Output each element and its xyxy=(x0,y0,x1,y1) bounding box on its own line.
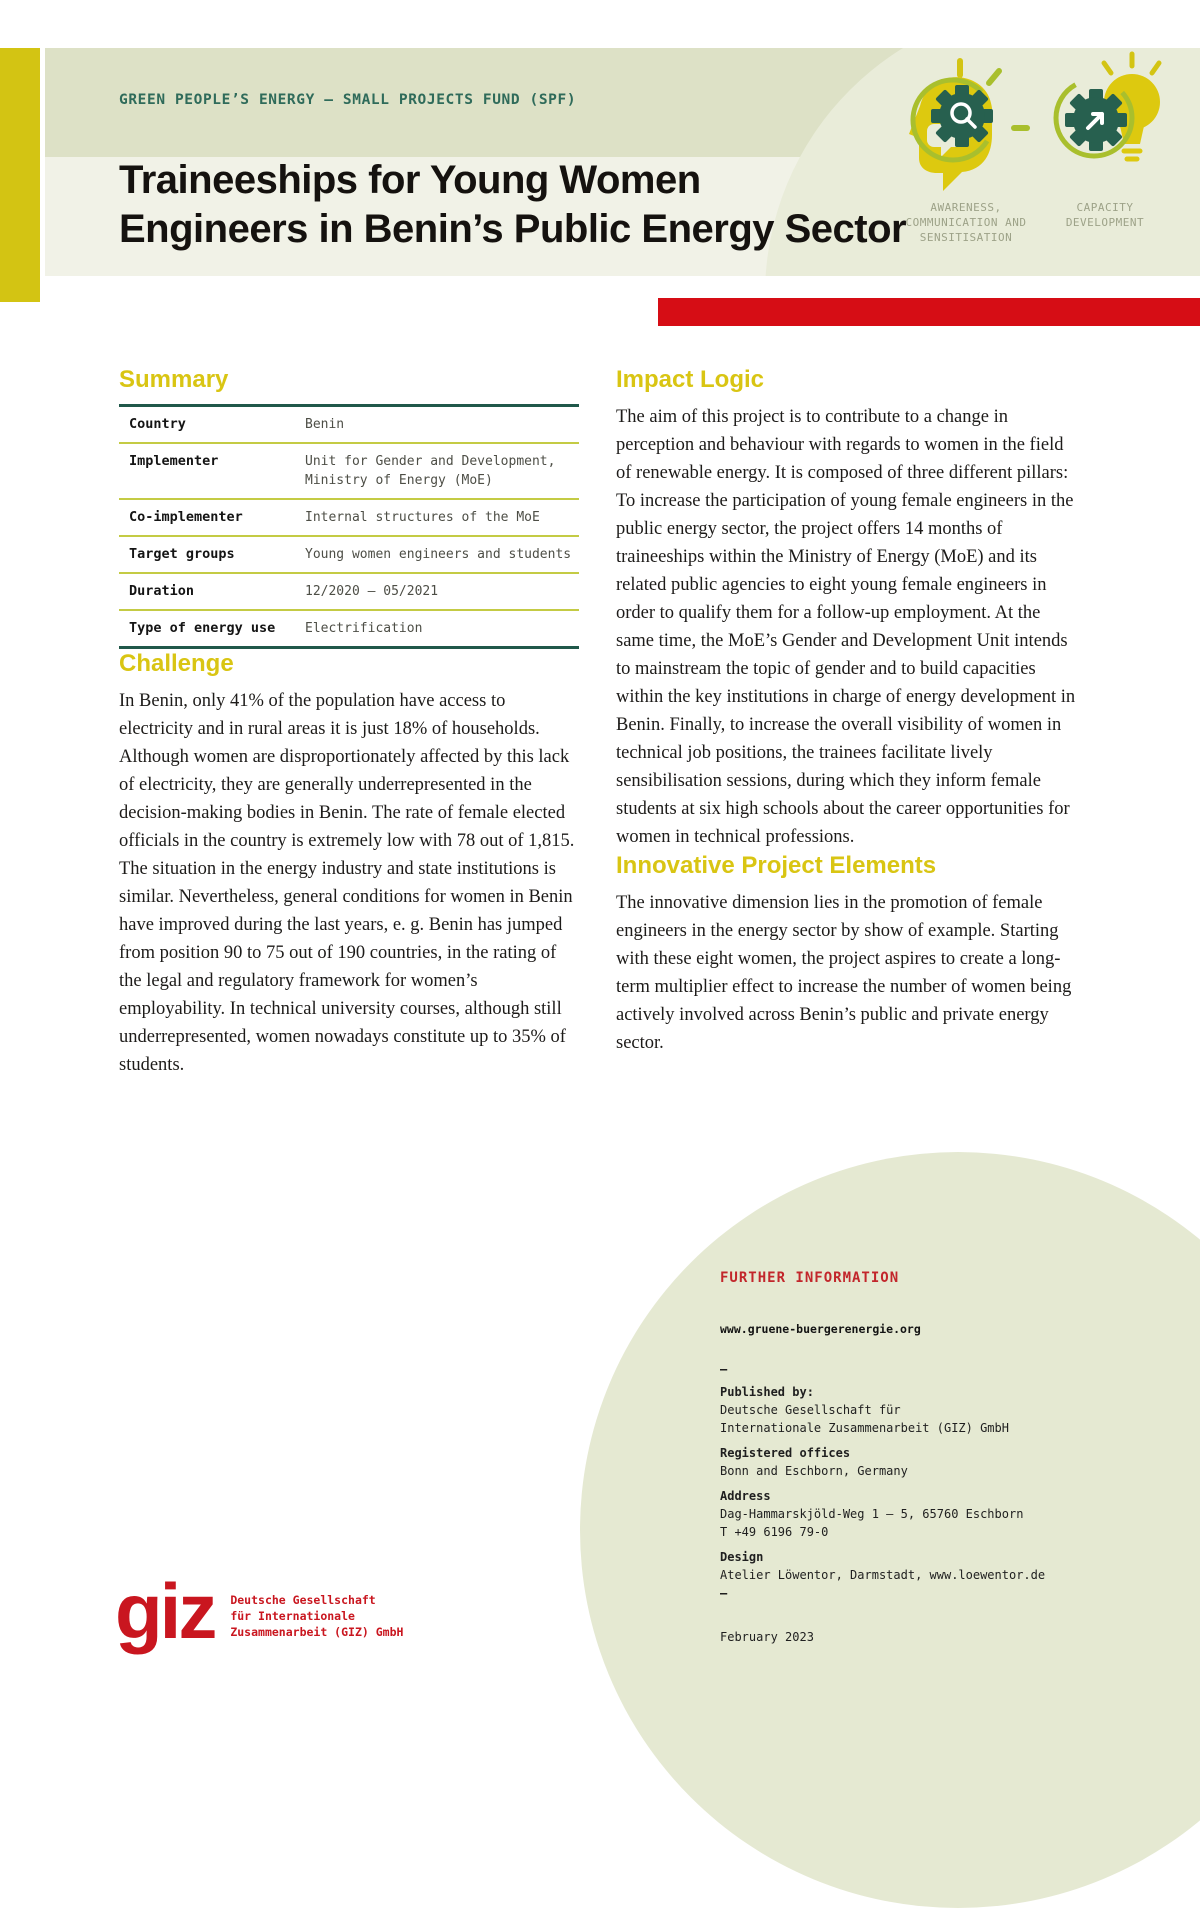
impact-logic-paragraph: The aim of this project is to contribute to a change in perception and behaviour with regards to women in the field of renewable energy. It is composed of three different pillars: To increase the participation of young female engineers in the public energy sector, the project offers 14 months of traineeships within the Ministry of Energy (MoE) and its related public agencies to eight young female engineers in order to qualify them for a follow-up employment. At the same time, the MoE’s Gender and Development Unit intends to mainstream the topic of gender and to build capacities within the key institutions in charge of energy development in Benin. Finally, to increase the overall visibility of women in technical job positions, the trainees facilitate lively sensibilisation sessions, during which they inform female students at six high schools about the career opportunities for women in technical professions. xyxy=(616,407,1076,847)
awareness-label-line: AWARENESS, xyxy=(930,201,1002,214)
publication-date: February 2023 xyxy=(720,1630,814,1644)
row-value: Unit for Gender and Development, Ministry of Energy (MoE) xyxy=(305,454,556,488)
row-value: Internal structures of the MoE xyxy=(305,510,540,525)
imprint-label: Address xyxy=(720,1489,771,1503)
row-label: Type of energy use xyxy=(129,620,276,636)
row-value: Young women engineers and students xyxy=(305,547,572,562)
table-row xyxy=(119,537,579,574)
awareness-icon-group xyxy=(885,58,1030,203)
capacity-label-line: CAPACITY xyxy=(1076,201,1134,214)
website-link[interactable]: www.gruene-buergerenergie.org xyxy=(720,1322,921,1336)
imprint-line: T +49 6196 79-0 xyxy=(720,1525,829,1539)
challenge-paragraph: In Benin, only 41% of the population have access to electricity and in rural areas it is just 18% of households. Although women are disproportionately affected by this lack of electricity, they are generally underrepresented in the decision-making bodies in Benin. The rate of female elected officials in the country is extremely low with 78 out of 1,815. The situation in the energy industry and state institutions is similar. Nevertheless, general conditions for women in Benin have improved during the last years, e. g. Benin has jumped from position 90 to 75 out of 190 countries, in the rating of the legal and regulatory framework for women’s employability. In technical university courses, although still underrepresented, women nowadays constitute up to 35% of students. xyxy=(119,691,575,1075)
awareness-communication-icon xyxy=(885,58,1030,203)
right-column xyxy=(616,365,1078,1057)
imprint-group-design xyxy=(720,1548,1090,1584)
row-label: Co-implementer xyxy=(129,509,243,525)
challenge-heading: Challenge xyxy=(119,650,234,677)
capacity-label-line: DEVELOPMENT xyxy=(1065,216,1145,229)
awareness-label-line: COMMUNICATION AND xyxy=(905,216,1027,229)
giz-wordmark: giz xyxy=(115,1567,215,1655)
capacity-icon-group xyxy=(1040,50,1170,180)
page-title xyxy=(119,156,906,254)
imprint-line: Deutsche Gesellschaft für xyxy=(720,1403,901,1417)
giz-logo-text-line: für Internationale xyxy=(230,1609,355,1623)
summary-table xyxy=(119,404,579,649)
imprint-label: Design xyxy=(720,1550,764,1564)
imprint-group-published-by xyxy=(720,1383,1090,1437)
imprint-line: Atelier Löwentor, Darmstadt, www.loewentor.de xyxy=(720,1568,1046,1582)
imprint-label: Registered offices xyxy=(720,1446,851,1460)
program-kicker: GREEN PEOPLE’S ENERGY – SMALL PROJECTS FUND (SPF) xyxy=(119,92,577,108)
table-row xyxy=(119,574,579,611)
imprint-line: Dag-Hammarskjöld-Weg 1 – 5, 65760 Eschborn xyxy=(720,1507,1024,1521)
imprint-line: Bonn and Eschborn, Germany xyxy=(720,1464,908,1478)
summary-heading: Summary xyxy=(119,366,229,393)
yellow-accent-block xyxy=(0,48,40,302)
row-value: Electrification xyxy=(305,621,423,636)
innovative-elements-heading: Innovative Project Elements xyxy=(616,852,937,879)
page-title-line-2: Engineers in Benin’s Public Energy Sector xyxy=(119,207,907,251)
awareness-icon-label xyxy=(876,200,1056,245)
capacity-development-icon xyxy=(1040,50,1170,180)
divider-dash: – xyxy=(720,1362,728,1376)
imprint-label: Published by: xyxy=(720,1385,814,1399)
imprint-group-address xyxy=(720,1487,1090,1541)
row-value: 12/2020 – 05/2021 xyxy=(305,584,439,599)
giz-logo-text xyxy=(230,1592,403,1642)
table-row xyxy=(119,611,579,646)
table-row xyxy=(119,500,579,537)
capacity-icon-label xyxy=(1030,200,1180,230)
row-label: Duration xyxy=(129,583,195,599)
further-information-heading: FURTHER INFORMATION xyxy=(720,1270,900,1286)
page-title-line-1: Traineeships for Young Women xyxy=(119,158,701,202)
giz-logo xyxy=(115,1567,404,1655)
row-label: Target groups xyxy=(129,546,235,562)
imprint-line: Internationale Zusammenarbeit (GIZ) GmbH xyxy=(720,1421,1009,1435)
imprint-group-registered-offices xyxy=(720,1444,1090,1480)
table-row xyxy=(119,407,579,444)
red-accent-bar xyxy=(658,298,1200,326)
further-information-block xyxy=(720,1270,1090,1644)
impact-logic-heading: Impact Logic xyxy=(616,366,765,393)
row-label: Implementer xyxy=(129,453,219,469)
left-column xyxy=(119,365,579,1079)
divider-dash: – xyxy=(720,1586,728,1600)
giz-logo-text-line: Deutsche Gesellschaft xyxy=(230,1593,376,1607)
innovative-elements-paragraph: The innovative dimension lies in the promotion of female engineers in the energy sector by show of example. Starting with these eight women, the project aspires to create a long-term multiplier effect to increase the number of women being actively involved across Benin’s public and private energy sector. xyxy=(616,893,1072,1053)
table-row xyxy=(119,444,579,500)
row-value: Benin xyxy=(305,417,345,432)
awareness-label-line: SENSITISATION xyxy=(919,231,1013,244)
row-label: Country xyxy=(129,416,186,432)
giz-logo-text-line: Zusammenarbeit (GIZ) GmbH xyxy=(230,1625,404,1639)
